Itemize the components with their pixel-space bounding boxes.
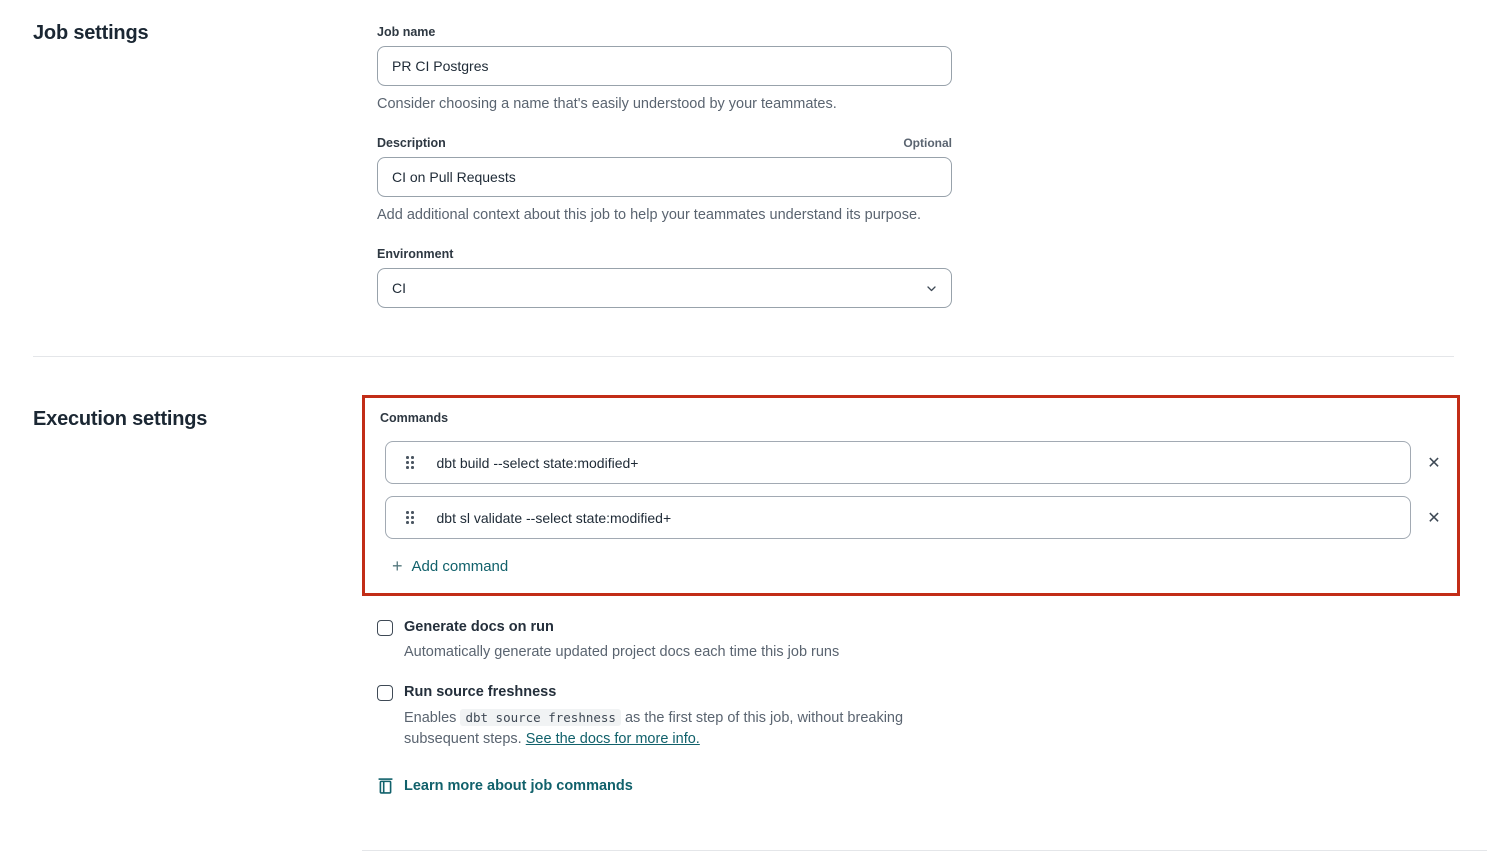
command-row <box>385 441 1457 484</box>
command-text: dbt sl validate --select state:modified+ <box>436 509 672 526</box>
add-command-label: Add command <box>411 557 509 575</box>
commands-label: Commands <box>380 411 449 425</box>
generate-docs-checkbox[interactable] <box>377 620 393 636</box>
description-input[interactable] <box>377 157 952 197</box>
learn-more-link[interactable] <box>377 777 633 795</box>
description-label: Description <box>377 136 446 150</box>
source-freshness-code: dbt source freshness <box>460 709 621 726</box>
command-input[interactable] <box>385 496 1411 539</box>
description-field-group <box>377 136 952 225</box>
environment-field-group <box>377 247 952 308</box>
add-command-button[interactable] <box>386 556 514 576</box>
command-row <box>385 496 1457 539</box>
job-name-input[interactable] <box>377 46 952 86</box>
plus-icon: + <box>392 556 403 576</box>
job-name-helper: Consider choosing a name that's easily understood by your teammates. <box>377 96 837 112</box>
job-name-label: Job name <box>377 25 436 39</box>
source-freshness-group <box>377 684 977 750</box>
job-name-field-group <box>377 25 952 114</box>
command-input[interactable] <box>385 441 1411 484</box>
source-freshness-description <box>404 707 938 750</box>
remove-command-button[interactable]: ✕ <box>1411 449 1457 477</box>
generate-docs-description: Automatically generate updated project docs each time this job runs <box>404 644 840 660</box>
source-freshness-checkbox[interactable] <box>377 685 393 701</box>
generate-docs-label: Generate docs on run <box>404 619 554 635</box>
job-settings-section <box>33 22 1454 308</box>
command-text: dbt build --select state:modified+ <box>436 454 639 471</box>
execution-settings-heading: Execution settings <box>33 408 208 430</box>
notebook-icon <box>377 777 394 795</box>
see-docs-link[interactable]: See the docs for more info. <box>525 731 700 747</box>
optional-badge: Optional <box>903 136 952 150</box>
source-freshness-desc-suffix: as the first step of this job, without breaking subsequent steps. <box>404 710 904 747</box>
learn-more-label: Learn more about job commands <box>404 778 633 794</box>
job-settings-heading: Job settings <box>33 22 149 44</box>
drag-handle-icon[interactable] <box>404 452 416 473</box>
commands-highlight-box <box>362 395 1460 596</box>
environment-selected-value: CI <box>392 280 406 296</box>
generate-docs-group <box>377 619 977 663</box>
remove-command-button[interactable]: ✕ <box>1411 504 1457 532</box>
section-divider <box>33 356 1454 357</box>
chevron-down-icon <box>925 282 938 298</box>
execution-settings-section <box>33 392 1454 851</box>
environment-label: Environment <box>377 247 454 261</box>
source-freshness-label: Run source freshness <box>404 684 557 700</box>
environment-select[interactable] <box>377 268 952 308</box>
description-helper: Add additional context about this job to help your teammates understand its purpose. <box>377 207 922 223</box>
source-freshness-desc-prefix: Enables <box>404 710 461 726</box>
drag-handle-icon[interactable] <box>404 507 416 528</box>
